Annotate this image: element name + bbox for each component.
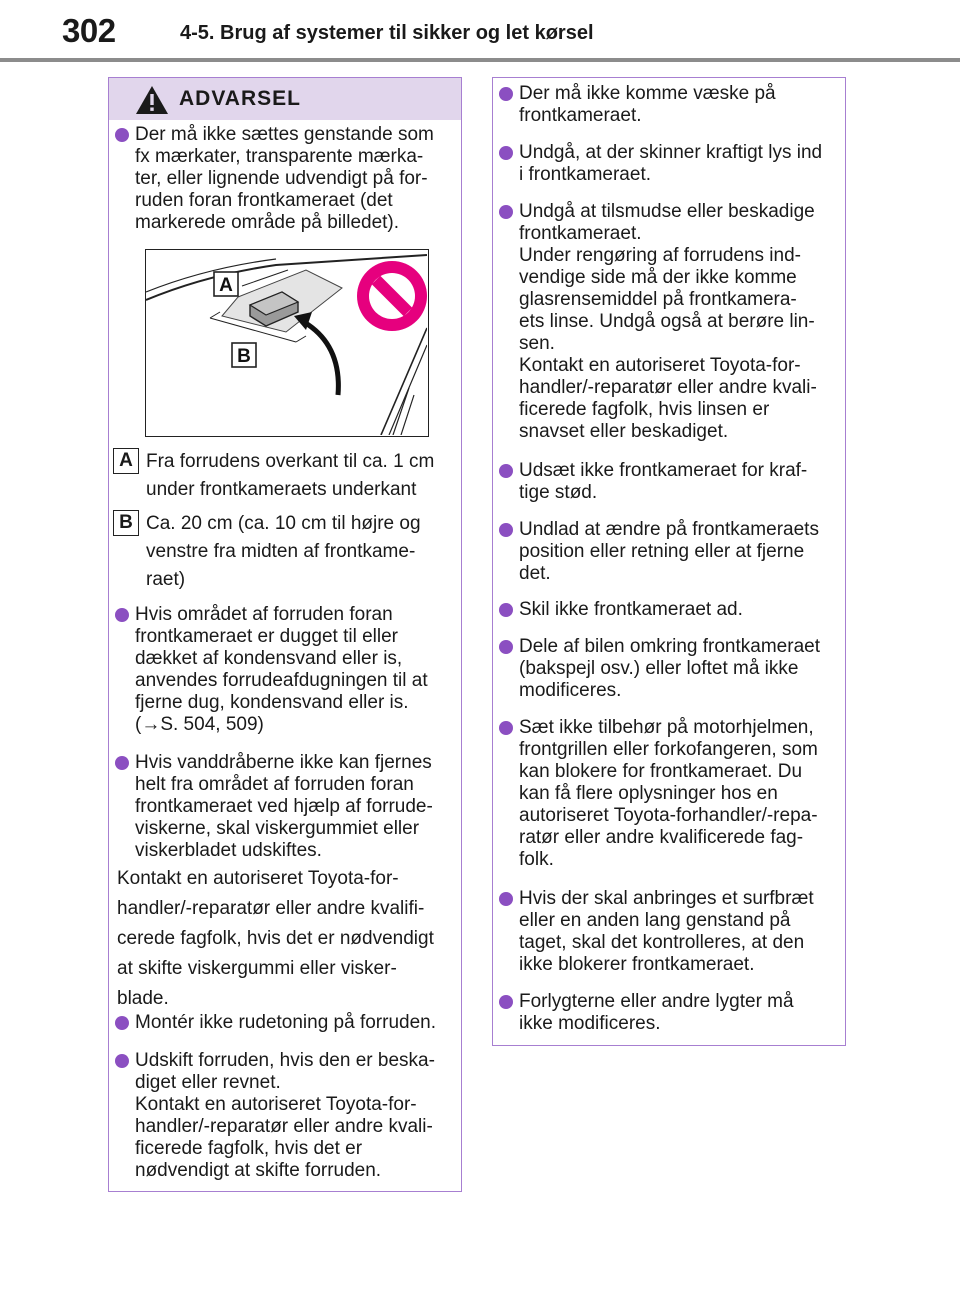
list-item [115,124,455,234]
figure-label-b: B [237,346,251,367]
list-item-text: Montér ikke rudetoning på forruden. [135,1012,437,1033]
bullet-dot-icon [115,128,129,142]
bullet-dot-icon [499,640,513,654]
list-item [499,991,839,1035]
legend-item-a [113,448,455,504]
list-item [499,636,839,702]
list-item [499,519,839,585]
list-item [499,599,839,621]
bullet-dot-icon [499,721,513,735]
page-header [0,0,960,62]
warning-box-continued [492,77,846,1046]
list-item-text: Der må ikke komme væske på frontkameraet. [519,83,776,126]
list-item [499,142,839,186]
contact-paragraph: Kontakt en autoriseret Toyota-for- handler/-reparatør eller andre kvalifi- cerede fagfolk, hvis det er nødvendigt at skifte viskergummi eller visker- blade. [117,868,434,1009]
list-item [115,1012,455,1034]
warning-title: ADVARSEL [179,87,301,110]
bullet-dot-icon [499,205,513,219]
warning-box [108,77,462,1192]
warning-triangle-icon [135,85,169,115]
list-item [499,460,839,504]
bullet-dot-icon [115,1054,129,1068]
list-item [499,888,839,976]
list-item-text: Skil ikke frontkameraet ad. [519,599,743,620]
list-item [115,604,455,736]
bullet-dot-icon [499,603,513,617]
bullet-dot-icon [499,87,513,101]
bullet-dot-icon [499,464,513,478]
legend-item-b [113,510,455,594]
list-item-text: Der må ikke sættes genstande som fx mærkater, transparente mærka- ter, eller lignende udvendigt på for- ruden foran frontkameraet (det markerede område på billedet). [135,124,434,233]
list-item [115,1050,455,1182]
list-item-text: Sæt ikke tilbehør på motorhjelmen, frontgrillen eller forkofangeren, som kan blokere for frontkameraet. Du kan få flere oplysninger hos en autoriseret Toyota-forhandler/-repa- ratør eller andre kvalificerede fag- folk. [519,717,818,870]
legend-text-a: Fra forrudens overkant til ca. 1 cm under frontkameraets underkant [146,451,435,500]
bullet-dot-icon [499,892,513,906]
chapter-title: 4-5. Brug af systemer til sikker og let kørsel [180,22,594,44]
list-item-text: Hvis vanddråberne ikke kan fjernes helt fra området af forruden foran frontkameraet ved hjælp af forrude- viskerne, skal viskergummiet eller viskerbladet udskiftes. [135,752,433,861]
bullet-dot-icon [499,146,513,160]
windshield-camera-figure [145,249,429,437]
prohibition-icon [357,261,427,331]
list-item-text: Undgå at tilsmudse eller beskadige frontkameraet. Under rengøring af forrudens ind- vendige side må der ikke komme glasrensemiddel på frontkamera- ets linse. Undgå også at berøre lin- sen. Kontakt en autoriseret Toyota-for- handler/-reparatør eller andre kvali- ficerede fagfolk, hvis linsen er snavset eller beskadiget. [519,201,817,442]
list-item-text: Udsæt ikke frontkameraet for kraf- tige stød. [519,460,808,503]
list-item-text: Undlad at ændre på frontkameraets position eller retning eller at fjerne det. [519,519,819,584]
list-item-text: Forlygterne eller andre lygter må ikke modificeres. [519,991,794,1034]
list-item-text: Undgå, at der skinner kraftigt lys ind i frontkameraet. [519,142,823,185]
header-rule [0,58,960,62]
bullet-dot-icon [499,995,513,1009]
list-item [499,83,839,127]
legend-label-b: B [113,510,139,536]
list-item-text: Hvis der skal anbringes et surfbræt eller en anden lang genstand på taget, skal det kontrolleres, at den ikke blokerer frontkameraet. [519,888,814,975]
warning-title-bar [109,78,461,120]
figure-label-a: A [219,275,233,296]
bullet-dot-icon [115,756,129,770]
bullet-dot-icon [115,1016,129,1030]
legend-text-b: Ca. 20 cm (ca. 10 cm til højre og venstre fra midten af frontkame- raet) [146,513,421,590]
list-item-text: Udskift forruden, hvis den er beska- diget eller revnet. Kontakt en autoriseret Toyota-for- handler/-reparatør eller andre kvali- ficerede fagfolk, hvis det er nødvendigt at skifte forruden. [135,1050,435,1181]
list-item [499,717,839,871]
page-number: 302 [62,12,116,49]
legend-label-a: A [113,448,139,474]
list-item-text: Dele af bilen omkring frontkameraet (bakspejl osv.) eller loftet må ikke modificeres. [519,636,820,701]
list-item [499,201,839,443]
list-item [115,752,455,862]
list-item-text: Hvis området af forruden foran frontkameraet er dugget til eller dækket af kondensvand eller is, anvendes forrudeafdugningen til at fjerne dug, kondensvand eller is. (→S. 504, 509) [135,604,428,735]
bullet-dot-icon [115,608,129,622]
bullet-dot-icon [499,523,513,537]
